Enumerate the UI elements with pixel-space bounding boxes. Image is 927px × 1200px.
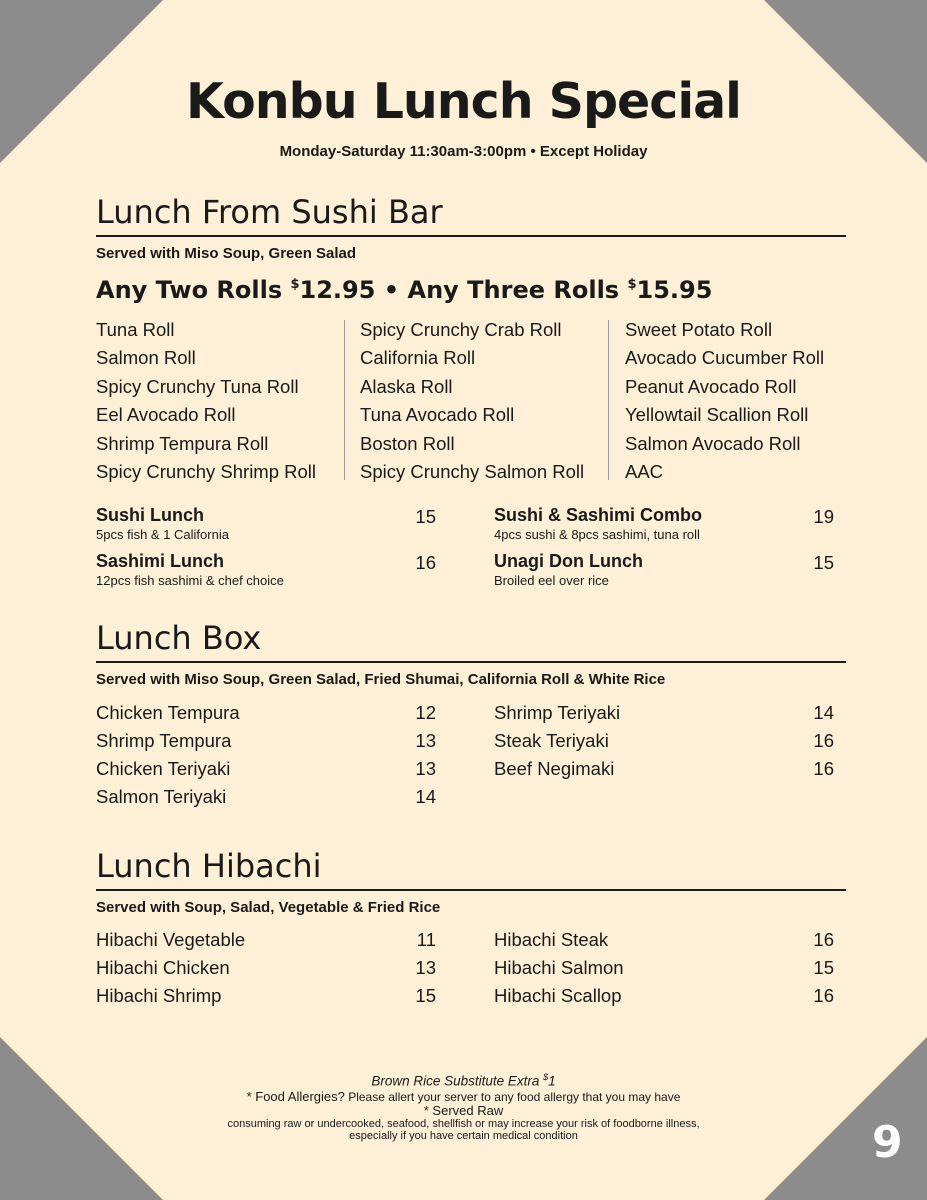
roll-item: Peanut Avocado Roll [625,375,797,397]
item-name: Shrimp Tempura [96,730,232,751]
offer-separator: • [375,276,408,304]
roll-item: California Roll [360,347,476,369]
menu-item-row [494,730,834,752]
column-divider [608,320,609,480]
item-price: 12 [415,702,436,723]
item-name: Hibachi Shrimp [96,985,222,1006]
combo-name: Sushi & Sashimi Combo [494,505,703,525]
combo-name: Sashimi Lunch [96,551,225,571]
menu-item-row [96,702,436,724]
combo-name: Sushi Lunch [96,505,204,525]
roll-item: Salmon Avocado Roll [625,432,801,454]
item-name: Hibachi Scallop [494,985,622,1006]
allergy-text: Please allert your server to any food allergy that you may have [344,1090,681,1104]
raw-warning-line-1: consuming raw or undercooked, seafood, shellfish or may increase your risk of foodborne illness, [227,1118,700,1130]
item-price: 15 [415,985,436,1006]
item-name: Chicken Tempura [96,702,240,723]
roll-item: Tuna Avocado Roll [360,404,515,426]
served-raw-label: * Served Raw [423,1103,504,1118]
item-name: Hibachi Steak [494,929,609,950]
item-price: 16 [813,985,834,1006]
menu-item-row [96,929,436,951]
item-name: Hibachi Vegetable [96,929,246,950]
item-price: 13 [415,957,436,978]
three-rolls-label: Any Three Rolls [407,276,628,304]
combo-price: 15 [813,552,834,573]
section-title: Lunch Box [96,618,846,663]
combo-price: 19 [813,506,834,527]
currency-symbol: $ [290,277,300,292]
menu-item-row [96,985,436,1007]
roll-item: Shrimp Tempura Roll [96,432,269,454]
section-served-with: Served with Miso Soup, Green Salad, Fried Shumai, California Roll & White Rice [96,671,666,688]
item-price: 16 [813,730,834,751]
hibachi-section-header [96,846,846,916]
item-price: 13 [415,730,436,751]
item-price: 15 [813,957,834,978]
item-name: Beef Negimaki [494,758,615,779]
roll-item: Avocado Cucumber Roll [625,347,825,369]
item-price: 16 [813,758,834,779]
roll-list-column-1 [96,316,316,486]
combo-description: 12pcs fish sashimi & chef choice [96,573,284,588]
item-price: 11 [416,929,436,950]
sushi-bar-section-header [96,192,846,262]
combo-price: 15 [415,506,436,527]
rolls-offer [96,276,712,304]
combo-price: 16 [415,552,436,573]
roll-item: Eel Avocado Roll [96,404,236,426]
menu-item-row [494,702,834,724]
item-price: 16 [813,929,834,950]
menu-item-row [96,957,436,979]
section-title: Lunch Hibachi [96,846,846,891]
roll-item: Salmon Roll [96,347,196,369]
combo-item [494,505,702,542]
combo-item [96,505,229,542]
column-divider [344,320,345,480]
combo-name: Unagi Don Lunch [494,551,643,571]
item-price: 14 [415,786,436,807]
three-rolls-price: 15.95 [636,276,713,304]
raw-warning-line-2: especially if you have certain medical condition [349,1130,578,1142]
item-name: Hibachi Salmon [494,957,624,978]
currency-symbol: $ [627,277,637,292]
menu-item-row [494,957,834,979]
item-name: Chicken Teriyaki [96,758,231,779]
two-rolls-price: 12.95 [299,276,376,304]
combo-description: 5pcs fish & 1 California [96,527,229,542]
page-number: 9 [872,1117,903,1168]
roll-item: Spicy Crunchy Crab Roll [360,319,562,340]
allergy-note [0,1089,927,1104]
section-served-with: Served with Soup, Salad, Vegetable & Fried Rice [96,899,441,916]
item-price: 14 [813,702,834,723]
roll-item: Sweet Potato Roll [625,319,773,340]
combo-description: 4pcs sushi & 8pcs sashimi, tuna roll [494,527,700,542]
roll-item: Tuna Roll [96,319,175,340]
roll-list-column-2 [360,316,584,486]
combo-item [494,551,643,588]
menu-item-row [494,758,834,780]
menu-hours: Monday-Saturday 11:30am-3:00pm • Except Holiday [279,143,648,160]
roll-item: Spicy Crunchy Shrimp Roll [96,461,317,483]
roll-item: Boston Roll [360,432,455,454]
menu-item-row [96,730,436,752]
brown-rice-note [0,1072,927,1089]
item-name: Shrimp Teriyaki [494,702,621,723]
menu-item-row [494,985,834,1007]
roll-item: Spicy Crunchy Salmon Roll [360,461,585,483]
item-price: 13 [415,758,436,779]
section-served-with: Served with Miso Soup, Green Salad [96,245,357,262]
roll-item: Alaska Roll [360,375,453,397]
item-name: Salmon Teriyaki [96,786,227,807]
menu-title: Konbu Lunch Special [186,73,741,130]
combo-item [96,551,284,588]
section-title: Lunch From Sushi Bar [96,192,846,237]
item-name: Hibachi Chicken [96,957,230,978]
two-rolls-label: Any Two Rolls [96,276,291,304]
menu-item-row [96,758,436,780]
roll-list-column-3 [625,316,824,486]
brown-rice-price: 1 [548,1073,556,1089]
menu-item-row [96,786,436,808]
roll-item: AAC [625,461,664,483]
allergy-label: * Food Allergies? [246,1089,345,1104]
item-name: Steak Teriyaki [494,730,609,751]
roll-item: Yellowtail Scallion Roll [625,404,809,426]
brown-rice-text: Brown Rice Substitute Extra [371,1073,544,1089]
lunch-box-section-header [96,618,846,688]
roll-item: Spicy Crunchy Tuna Roll [96,375,299,397]
combo-description: Broiled eel over rice [494,573,609,588]
currency-symbol: $ [543,1072,549,1082]
menu-item-row [494,929,834,951]
